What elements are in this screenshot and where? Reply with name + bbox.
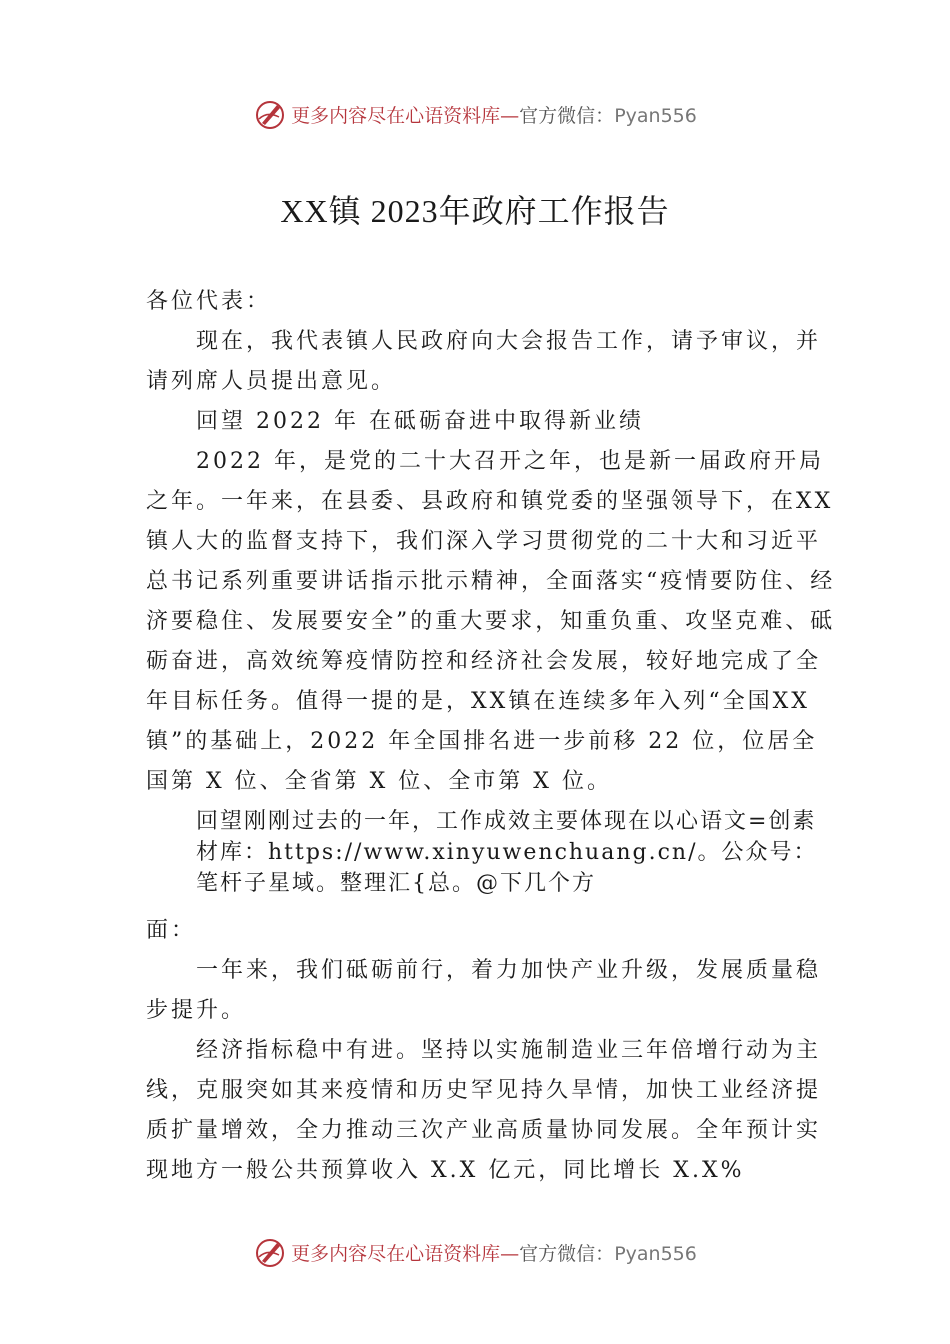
pen-logo-icon xyxy=(253,1235,287,1269)
section-heading: 回望 2022 年 在砥砺奋进中取得新业绩 xyxy=(196,409,644,434)
paragraph-economy: 经济指标稳中有进。坚持以实施制造业三年倍增行动为主线，克服突如其来疫情和历史罕见持久旱情，加快工业经济提质扩量增效，全力推动三次产业高质量协同发展。全年预计实现地方一般公共预算收入 X.X 亿元，同比增长 X.X% xyxy=(146,1038,822,1183)
paragraph-intro: 现在，我代表镇人民政府向大会报告工作，请予审议，并请列席人员提出意见。 xyxy=(146,329,822,394)
pen-logo-icon xyxy=(253,97,287,131)
paragraph-industry: 一年来，我们砥砺前行，着力加快产业升级，发展质量稳步提升。 xyxy=(146,958,822,1023)
watermark-banner-top xyxy=(0,94,950,134)
paragraph-review: 2022 年，是党的二十大召开之年，也是新一届政府开局之年。一年来，在县委、县政府和镇党委的坚强领导下，在XX镇人大的监督支持下，我们深入学习贯彻党的二十大和习近平总书记系列重要讲话指示批示精神，全面落实“疫情要防住、经济要稳住、发展要安全”的重大要求，知重负重、攻坚克难、砥砺奋进，高效统筹疫情防控和经济社会发展，较好地完成了全年目标任务。值得一提的是，XX镇在连续多年入列“全国XX镇”的基础上，2022 年全国排名进一步前移 22 位，位居全国第 X 位、全省第 X 位、全市第 X 位。 xyxy=(146,449,836,794)
banner-text: 更多内容尽在心语资料库—官方微信：Pyan556 xyxy=(291,104,697,127)
document-body xyxy=(146,282,836,1191)
note-tail: 面： xyxy=(146,918,197,943)
banner-text: 更多内容尽在心语资料库—官方微信：Pyan556 xyxy=(291,1242,697,1265)
greeting: 各位代表： xyxy=(146,289,272,314)
source-note: 回望刚刚过去的一年，工作成效主要体现在以心语文=创素材库：https://www.xinyuwenchuang.cn/。公众号：笔杆子星域。整理汇{总。@下几个方 xyxy=(196,809,818,896)
document-title: XX镇 2023年政府工作报告 xyxy=(280,193,670,229)
watermark-banner-bottom xyxy=(0,1232,950,1272)
